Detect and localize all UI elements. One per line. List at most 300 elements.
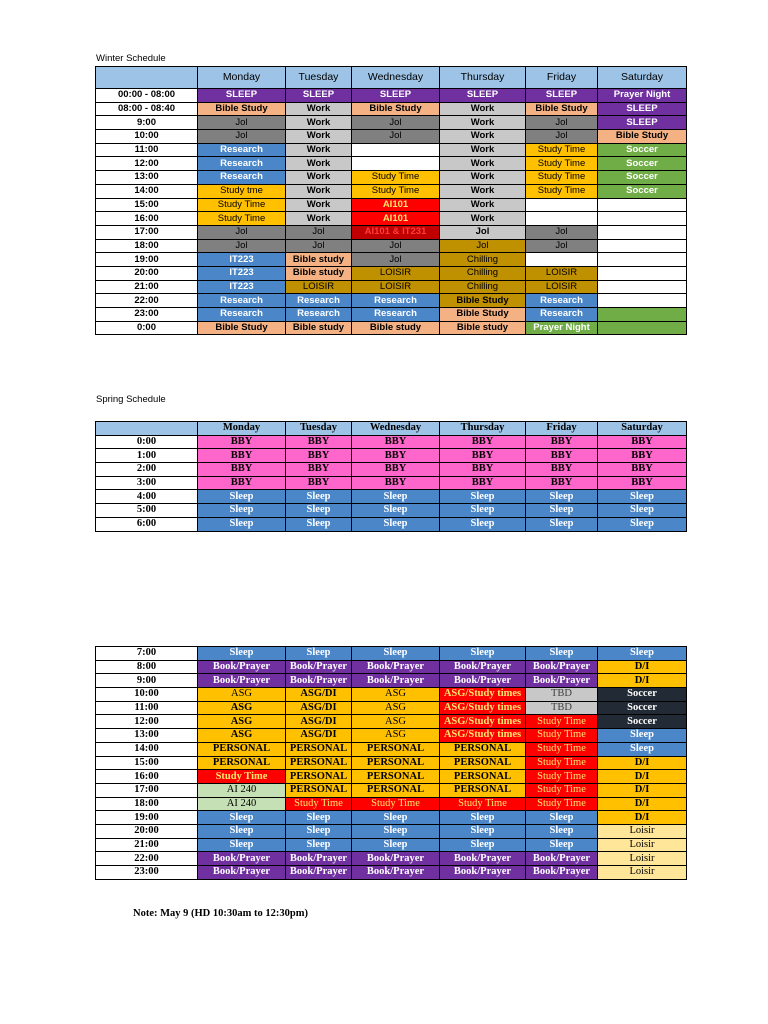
schedule-cell: Sleep [198,647,286,661]
winter-row [96,171,687,185]
schedule-cell: Book/Prayer [440,660,526,674]
schedule-cell [598,280,687,294]
schedule-cell: Sleep [598,490,687,504]
schedule-cell: Sleep [440,517,526,531]
schedule-cell: PERSONAL [352,742,440,756]
schedule-cell: Book/Prayer [526,660,598,674]
spring-header-monday: Monday [198,422,286,436]
schedule-cell: Book/Prayer [352,674,440,688]
schedule-cell: Study Time [526,715,598,729]
schedule-cell: D/I [598,811,687,825]
schedule-cell: BBY [526,435,598,449]
schedule-cell: BBY [526,463,598,477]
schedule-cell: Soccer [598,171,687,185]
schedule-cell: Sleep [352,490,440,504]
time-cell: 16:00 [96,770,198,784]
day-row [96,674,687,688]
schedule-cell: BBY [352,435,440,449]
schedule-cell: ASG [352,688,440,702]
schedule-cell: PERSONAL [198,756,286,770]
winter-row [96,143,687,157]
schedule-cell: Work [286,171,352,185]
schedule-cell: ASG/Study times [440,701,526,715]
schedule-cell: SLEEP [198,89,286,103]
schedule-cell: Sleep [286,504,352,518]
winter-row [96,130,687,144]
schedule-cell [598,253,687,267]
time-cell: 0:00 [96,435,198,449]
schedule-cell: Research [198,308,286,322]
schedule-cell: Study Time [526,157,598,171]
schedule-cell: Study Time [198,198,286,212]
schedule-cell: BBY [286,435,352,449]
spring-row [96,504,687,518]
schedule-cell: Work [286,116,352,130]
schedule-cell: Jol [198,116,286,130]
schedule-cell: Sleep [526,517,598,531]
schedule-cell: Sleep [352,647,440,661]
schedule-cell: Sleep [286,838,352,852]
time-cell: 15:00 [96,756,198,770]
schedule-cell: Sleep [352,517,440,531]
schedule-cell: Sleep [440,811,526,825]
schedule-cell [598,225,687,239]
time-cell: 16:00 [96,212,198,226]
schedule-cell: ASG [198,688,286,702]
day-schedule-table [95,646,687,880]
schedule-cell: Jol [440,239,526,253]
schedule-cell: Jol [526,225,598,239]
schedule-cell: Book/Prayer [198,674,286,688]
schedule-cell: ASG [198,729,286,743]
day-row [96,660,687,674]
schedule-cell: Study Time [526,783,598,797]
schedule-cell: Chilling [440,280,526,294]
schedule-cell: Soccer [598,715,687,729]
schedule-cell: Book/Prayer [440,674,526,688]
schedule-cell: Work [440,171,526,185]
schedule-cell: Sleep [526,490,598,504]
schedule-cell: Study tme [198,184,286,198]
schedule-cell: SLEEP [440,89,526,103]
winter-row [96,198,687,212]
time-cell: 14:00 [96,742,198,756]
time-cell: 22:00 [96,294,198,308]
schedule-cell: PERSONAL [440,756,526,770]
schedule-cell: Sleep [440,647,526,661]
schedule-cell: Jol [198,239,286,253]
time-cell: 00:00 - 08:00 [96,89,198,103]
schedule-cell: Book/Prayer [526,852,598,866]
schedule-cell [598,321,687,335]
schedule-cell: AI101 [352,212,440,226]
schedule-cell: Jol [352,116,440,130]
time-cell: 23:00 [96,866,198,880]
time-cell: 20:00 [96,266,198,280]
schedule-cell: BBY [198,476,286,490]
schedule-cell: Study Time [198,770,286,784]
schedule-cell: PERSONAL [352,770,440,784]
schedule-cell: ASG [352,715,440,729]
schedule-cell: Bible Study [352,102,440,116]
winter-schedule-caption: Winter Schedule [96,53,166,64]
schedule-cell: PERSONAL [440,742,526,756]
spring-row [96,490,687,504]
schedule-cell: Book/Prayer [352,866,440,880]
winter-corner-cell [96,67,198,89]
time-cell: 11:00 [96,701,198,715]
schedule-cell: PERSONAL [352,756,440,770]
schedule-cell: D/I [598,756,687,770]
winter-row [96,321,687,335]
day-row [96,866,687,880]
winter-header-saturday: Saturday [598,67,687,89]
time-cell: 9:00 [96,674,198,688]
schedule-cell: Study Time [526,729,598,743]
schedule-cell: Jol [286,225,352,239]
spring-header-thursday: Thursday [440,422,526,436]
winter-row [96,253,687,267]
spring-header-saturday: Saturday [598,422,687,436]
time-cell: 5:00 [96,504,198,518]
day-row [96,797,687,811]
spring-header-friday: Friday [526,422,598,436]
time-cell: 19:00 [96,253,198,267]
schedule-cell: ASG [352,729,440,743]
schedule-cell: Sleep [352,504,440,518]
schedule-cell: Jol [352,253,440,267]
schedule-cell: BBY [526,476,598,490]
schedule-cell: Book/Prayer [440,852,526,866]
schedule-cell: Work [440,198,526,212]
time-cell: 4:00 [96,490,198,504]
schedule-cell: Sleep [286,824,352,838]
schedule-cell: Study Time [352,797,440,811]
time-cell: 22:00 [96,852,198,866]
schedule-cell: Book/Prayer [286,660,352,674]
time-cell: 1:00 [96,449,198,463]
schedule-cell: BBY [198,449,286,463]
schedule-cell: Study Time [526,143,598,157]
time-cell: 21:00 [96,280,198,294]
schedule-cell: D/I [598,797,687,811]
day-row [96,838,687,852]
schedule-cell: Study Time [352,171,440,185]
schedule-cell: Jol [286,239,352,253]
schedule-cell: Sleep [526,504,598,518]
schedule-cell: Sleep [198,504,286,518]
spring-row [96,435,687,449]
schedule-cell: Bible Study [440,294,526,308]
schedule-cell: Bible Study [198,102,286,116]
schedule-cell [352,157,440,171]
schedule-cell: Sleep [598,742,687,756]
schedule-cell: Jol [440,225,526,239]
schedule-cell: Chilling [440,266,526,280]
schedule-cell: Soccer [598,143,687,157]
time-cell: 23:00 [96,308,198,322]
winter-row [96,294,687,308]
schedule-cell: SLEEP [598,116,687,130]
schedule-cell: Soccer [598,157,687,171]
schedule-cell: Study Time [526,171,598,185]
schedule-cell: Sleep [526,824,598,838]
schedule-cell: Study Time [440,797,526,811]
schedule-cell: Sleep [198,517,286,531]
winter-schedule-table [95,66,687,335]
schedule-cell: BBY [286,476,352,490]
schedule-cell: Research [286,308,352,322]
schedule-cell: Work [286,184,352,198]
schedule-cell: Sleep [198,490,286,504]
schedule-cell: AI101 [352,198,440,212]
winter-header-monday: Monday [198,67,286,89]
schedule-cell: Work [286,143,352,157]
schedule-cell: PERSONAL [286,783,352,797]
schedule-cell [598,308,687,322]
time-cell: 08:00 - 08:40 [96,102,198,116]
schedule-cell: Bible study [352,321,440,335]
schedule-cell: Sleep [598,647,687,661]
schedule-cell: BBY [198,463,286,477]
schedule-cell: Sleep [352,824,440,838]
schedule-cell: Sleep [286,490,352,504]
schedule-cell: Work [286,198,352,212]
time-cell: 6:00 [96,517,198,531]
time-cell: 9:00 [96,116,198,130]
schedule-cell: Sleep [440,504,526,518]
time-cell: 13:00 [96,729,198,743]
day-row [96,770,687,784]
time-cell: 0:00 [96,321,198,335]
schedule-cell: BBY [352,449,440,463]
schedule-cell: IT223 [198,266,286,280]
schedule-cell: ASG/Study times [440,715,526,729]
schedule-cell: Sleep [352,838,440,852]
winter-row [96,308,687,322]
schedule-cell: Study Time [286,797,352,811]
schedule-cell: Loisir [598,838,687,852]
schedule-cell: Sleep [286,811,352,825]
schedule-cell: LOISIR [286,280,352,294]
time-cell: 7:00 [96,647,198,661]
time-cell: 8:00 [96,660,198,674]
schedule-cell: Work [440,102,526,116]
schedule-cell: D/I [598,783,687,797]
schedule-cell: ASG [352,701,440,715]
schedule-cell: BBY [526,449,598,463]
day-row [96,756,687,770]
schedule-cell: Book/Prayer [352,660,440,674]
schedule-cell: PERSONAL [286,770,352,784]
schedule-cell: AI 240 [198,797,286,811]
schedule-cell: Bible study [286,321,352,335]
schedule-cell: Work [286,157,352,171]
schedule-cell: LOISIR [352,266,440,280]
day-row [96,742,687,756]
schedule-cell: Sleep [598,504,687,518]
schedule-cell: Work [286,102,352,116]
schedule-cell: ASG/DI [286,729,352,743]
schedule-cell: Work [286,130,352,144]
schedule-cell: D/I [598,674,687,688]
winter-row [96,157,687,171]
schedule-cell: Sleep [198,824,286,838]
schedule-cell: Study Time [352,184,440,198]
schedule-cell: Bible Study [440,308,526,322]
schedule-cell: BBY [440,449,526,463]
spring-row [96,517,687,531]
schedule-cell: AI101 & IT231 [352,225,440,239]
schedule-cell: TBD [526,688,598,702]
schedule-cell: ASG [198,701,286,715]
schedule-cell: TBD [526,701,598,715]
schedule-cell: Soccer [598,701,687,715]
schedule-cell [352,143,440,157]
schedule-cell: Sleep [352,811,440,825]
schedule-cell: Book/Prayer [526,866,598,880]
schedule-cell: Work [440,130,526,144]
schedule-cell: Work [440,157,526,171]
schedule-cell: Loisir [598,824,687,838]
schedule-cell: Book/Prayer [286,674,352,688]
day-row [96,852,687,866]
schedule-cell: Prayer Night [598,89,687,103]
schedule-cell: Sleep [598,517,687,531]
schedule-cell: IT223 [198,280,286,294]
schedule-cell: Sleep [198,838,286,852]
schedule-cell: Research [198,294,286,308]
schedule-cell: BBY [440,476,526,490]
schedule-cell: LOISIR [352,280,440,294]
schedule-cell: Soccer [598,688,687,702]
schedule-cell: Bible Study [198,321,286,335]
schedule-cell: Research [352,308,440,322]
schedule-cell: PERSONAL [286,756,352,770]
schedule-cell: Study Time [526,756,598,770]
day-row [96,715,687,729]
winter-row [96,89,687,103]
day-row [96,729,687,743]
schedule-cell [598,198,687,212]
spring-row [96,449,687,463]
time-cell: 14:00 [96,184,198,198]
schedule-cell: Sleep [440,490,526,504]
schedule-cell: Sleep [526,647,598,661]
schedule-cell: Work [286,212,352,226]
time-cell: 12:00 [96,715,198,729]
schedule-cell: Sleep [286,517,352,531]
schedule-cell: Bible study [440,321,526,335]
schedule-cell: Study Time [526,742,598,756]
schedule-cell: ASG [198,715,286,729]
schedule-cell [598,239,687,253]
schedule-cell: Book/Prayer [198,866,286,880]
time-cell: 17:00 [96,225,198,239]
schedule-cell: BBY [598,463,687,477]
schedule-cell: Research [286,294,352,308]
schedule-cell: Research [198,143,286,157]
schedule-cell: D/I [598,660,687,674]
schedule-cell [598,266,687,280]
time-cell: 2:00 [96,463,198,477]
time-cell: 17:00 [96,783,198,797]
schedule-cell: PERSONAL [440,770,526,784]
spring-row [96,463,687,477]
schedule-cell: ASG/Study times [440,729,526,743]
schedule-cell: ASG/DI [286,715,352,729]
schedule-note: Note: May 9 (HD 10:30am to 12:30pm) [133,908,308,919]
schedule-cell [526,253,598,267]
time-cell: 13:00 [96,171,198,185]
time-cell: 18:00 [96,797,198,811]
schedule-cell [598,212,687,226]
schedule-cell: Study Time [198,212,286,226]
schedule-cell: LOISIR [526,266,598,280]
schedule-cell: Book/Prayer [526,674,598,688]
winter-header-thursday: Thursday [440,67,526,89]
schedule-cell: Sleep [598,729,687,743]
schedule-cell: Study Time [526,184,598,198]
schedule-cell: Bible study [286,266,352,280]
spring-header-wednesday: Wednesday [352,422,440,436]
winter-header-tuesday: Tuesday [286,67,352,89]
schedule-cell: BBY [440,435,526,449]
spring-row [96,476,687,490]
schedule-cell: ASG/DI [286,701,352,715]
schedule-cell: Jol [526,239,598,253]
time-cell: 19:00 [96,811,198,825]
schedule-cell: Study Time [526,770,598,784]
schedule-cell: SLEEP [286,89,352,103]
winter-row [96,102,687,116]
schedule-cell: PERSONAL [440,783,526,797]
schedule-cell [598,294,687,308]
schedule-cell: Work [440,184,526,198]
schedule-cell: Book/Prayer [352,852,440,866]
spring-schedule-table [95,421,687,532]
schedule-cell: PERSONAL [286,742,352,756]
time-cell: 3:00 [96,476,198,490]
winter-row [96,266,687,280]
day-row [96,688,687,702]
schedule-cell: BBY [440,463,526,477]
winter-row [96,225,687,239]
schedule-cell: Work [440,143,526,157]
schedule-cell: SLEEP [526,89,598,103]
schedule-cell: BBY [598,476,687,490]
winter-row [96,280,687,294]
schedule-cell: PERSONAL [352,783,440,797]
schedule-cell: SLEEP [352,89,440,103]
schedule-cell: Research [198,171,286,185]
winter-row [96,212,687,226]
spring-schedule-caption: Spring Schedule [96,394,166,405]
day-row [96,701,687,715]
schedule-cell: Book/Prayer [286,866,352,880]
schedule-cell: Sleep [198,811,286,825]
schedule-cell: BBY [598,449,687,463]
schedule-cell: Chilling [440,253,526,267]
schedule-cell: Research [198,157,286,171]
time-cell: 18:00 [96,239,198,253]
schedule-cell: Book/Prayer [198,660,286,674]
schedule-cell: BBY [286,463,352,477]
schedule-cell: PERSONAL [198,742,286,756]
schedule-cell: Loisir [598,866,687,880]
winter-row [96,116,687,130]
schedule-cell: Bible Study [526,102,598,116]
